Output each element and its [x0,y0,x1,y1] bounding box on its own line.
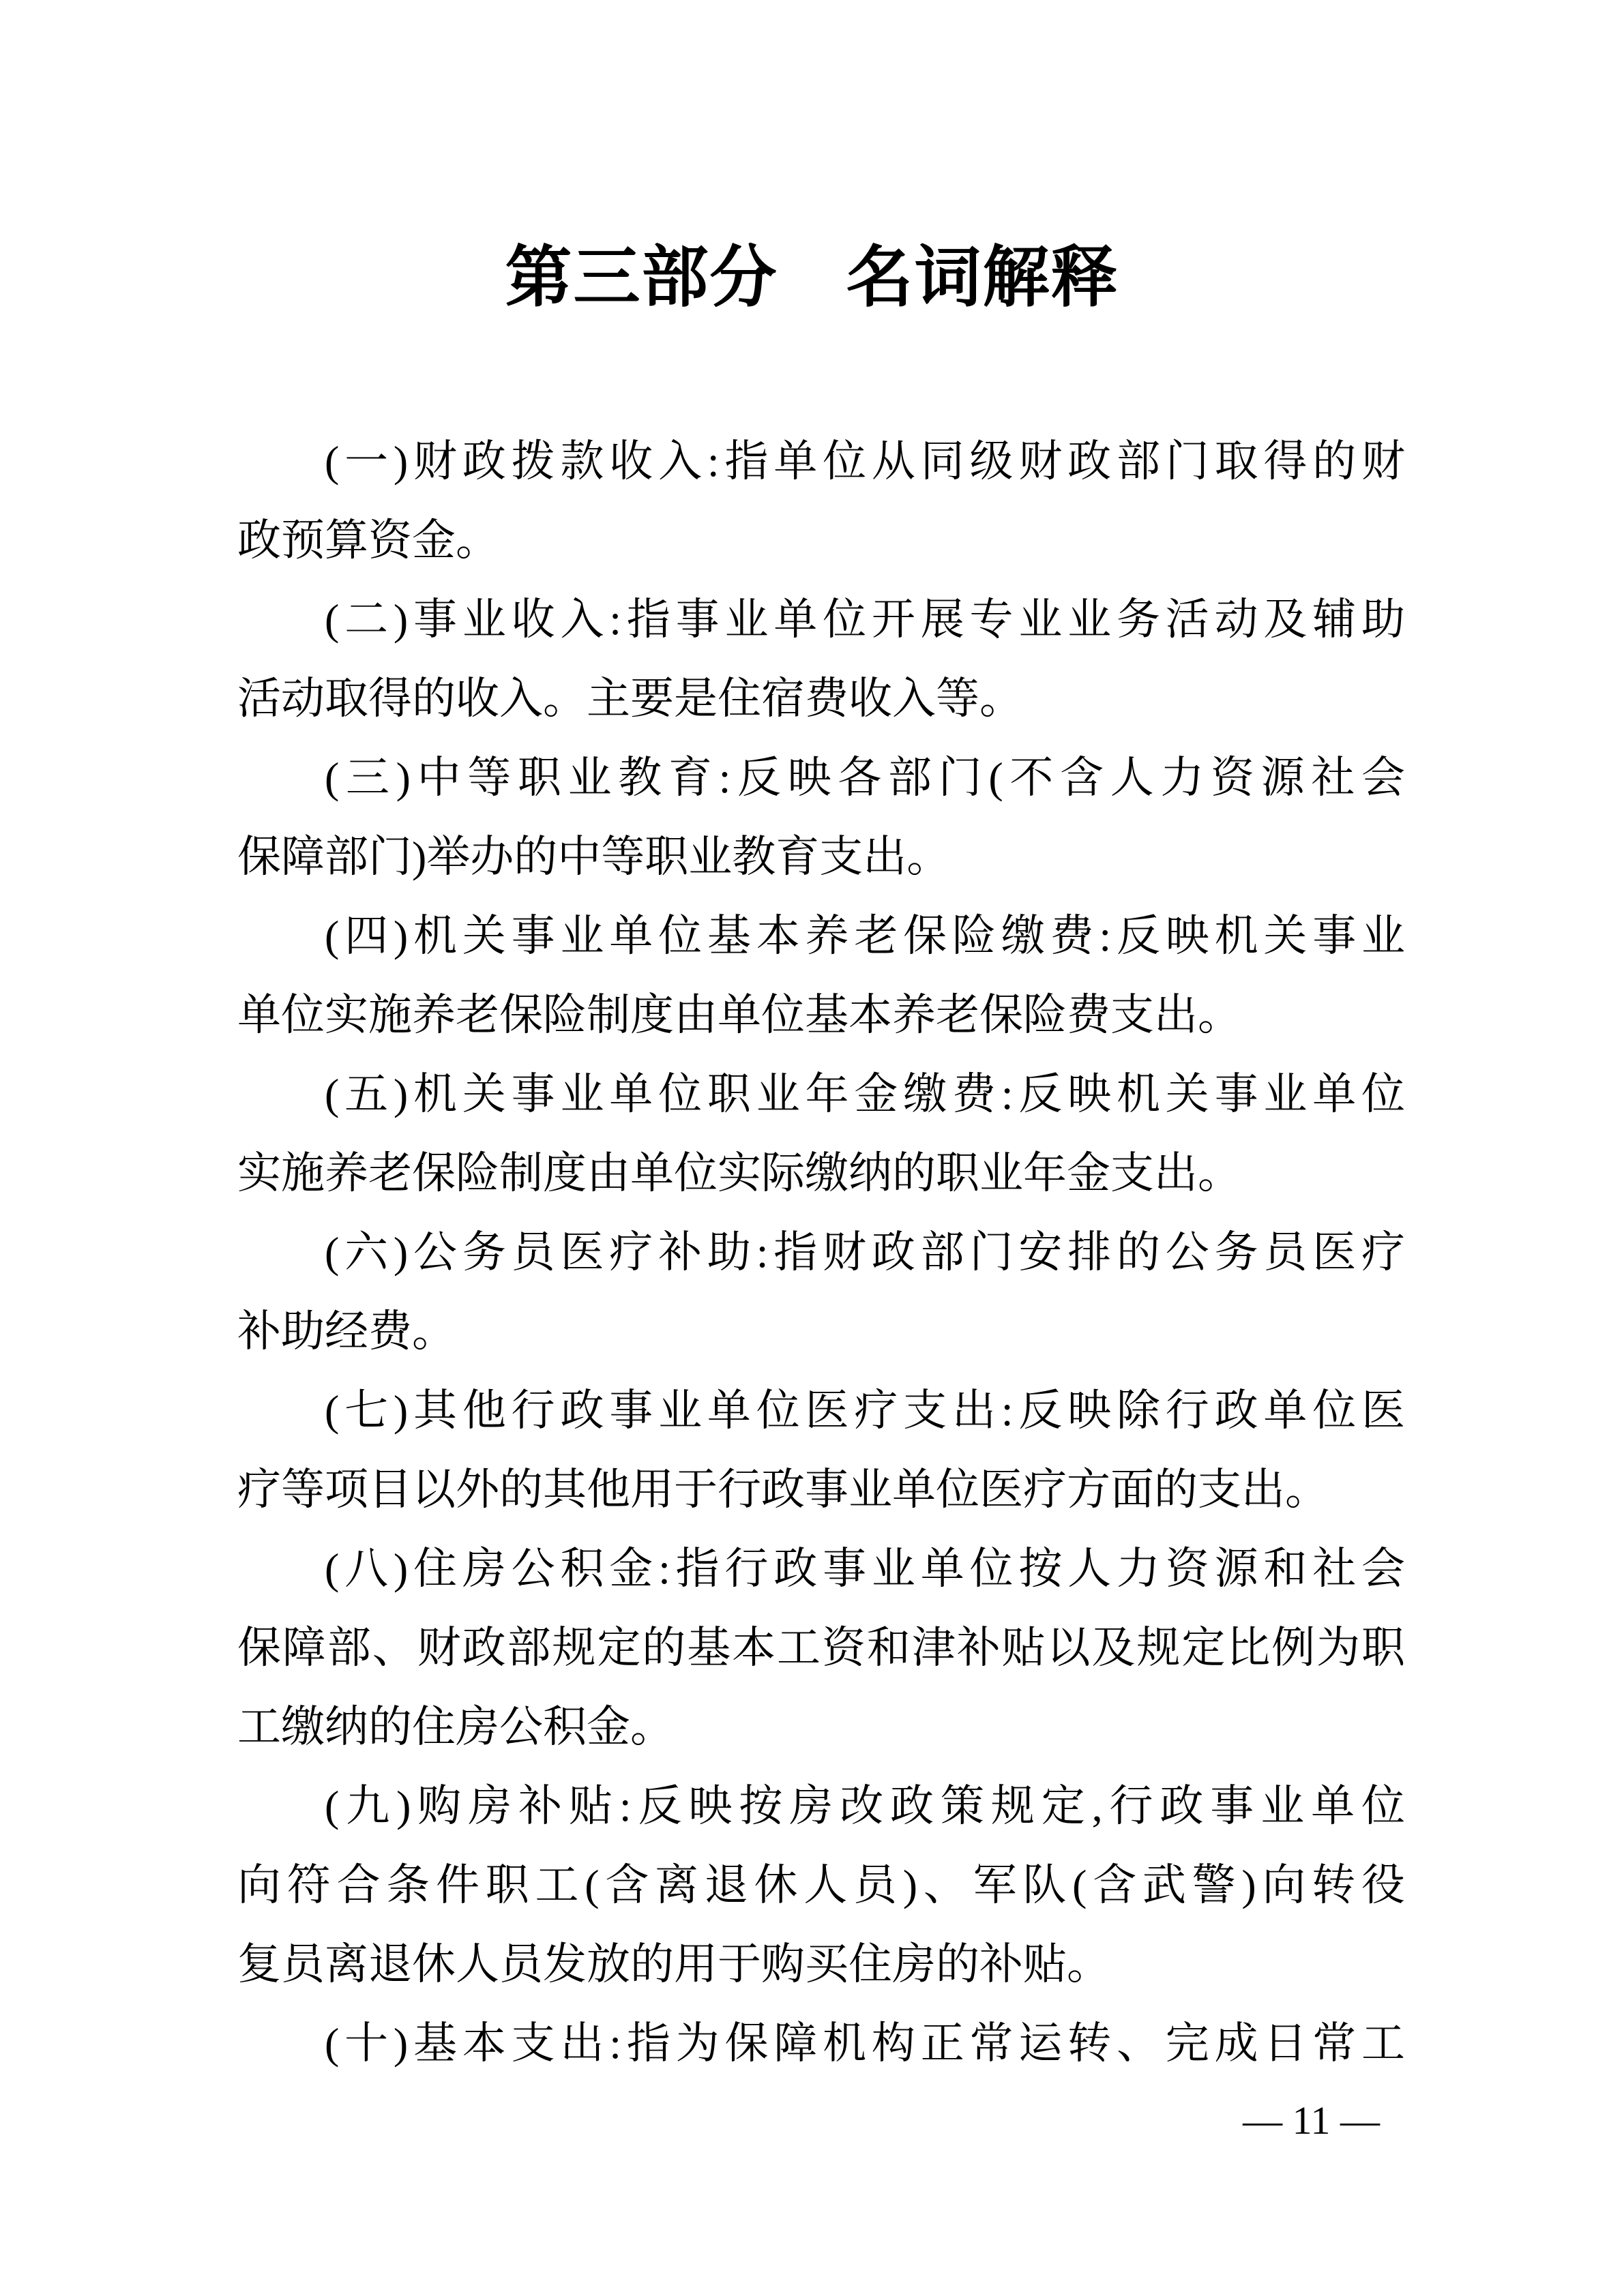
body-line: (五)机关事业单位职业年金缴费:反映机关事业单位 [325,1070,1405,1118]
body-line: 实施养老保险制度由单位实际缴纳的职业年金支出。 [237,1149,1241,1197]
body-line: 疗等项目以外的其他用于行政事业单位医疗方面的支出。 [237,1465,1329,1514]
body-line: 单位实施养老保险制度由单位基本养老保险费支出。 [237,991,1241,1039]
body-line: 补助经费。 [237,1307,456,1356]
body-line: (六)公务员医疗补助:指财政部门安排的公务员医疗 [325,1228,1405,1277]
body-line: 向符合条件职工(含离退休人员)、军队(含武警)向转役 [237,1861,1405,1909]
body-line: (一)财政拨款收入:指单位从同级财政部门取得的财 [325,437,1405,486]
body-line: 活动取得的收入。主要是住宿费收入等。 [237,674,1023,723]
body-line: (九)购房补贴:反映按房改政策规定,行政事业单位 [325,1782,1405,1830]
body-line: (二)事业收入:指事业单位开展专业业务活动及辅助 [325,595,1405,644]
body-line: 政预算资金。 [237,516,499,565]
body-line: (十)基本支出:指为保障机构正常运转、完成日常工 [325,2019,1405,2068]
body-line: (七)其他行政事业单位医疗支出:反映除行政单位医 [325,1386,1405,1435]
document-body [237,422,1405,2083]
page-title: 第三部分 名词解释 [505,241,1119,315]
body-line: 保障部门)举办的中等职业教育支出。 [237,833,951,881]
body-line: (三)中等职业教育:反映各部门(不含人力资源社会 [325,754,1405,802]
page-number: — 11 — [1243,2098,1380,2143]
body-line: 复员离退休人员发放的用于购买住房的补贴。 [237,1940,1110,1988]
body-line: (四)机关事业单位基本养老保险缴费:反映机关事业 [325,912,1405,960]
body-line: (八)住房公积金:指行政事业单位按人力资源和社会 [325,1545,1405,1593]
body-line: 工缴纳的住房公积金。 [237,1703,674,1751]
body-line: 保障部、财政部规定的基本工资和津补贴以及规定比例为职 [237,1624,1405,1672]
